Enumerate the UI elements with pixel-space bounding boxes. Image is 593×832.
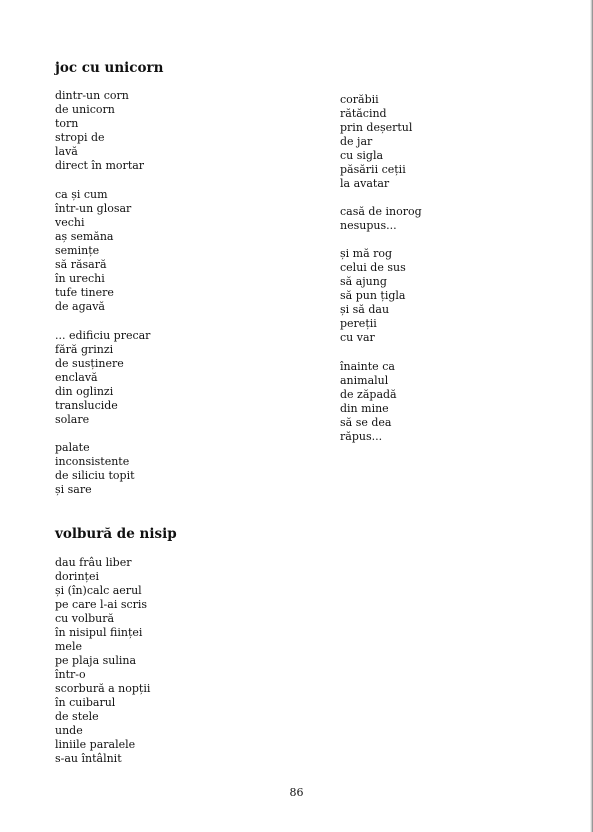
verse-line: de agavă <box>55 300 105 313</box>
verse-line: și sare <box>55 483 92 496</box>
verse-line: lavă <box>55 145 78 158</box>
verse-line: fără grinzi <box>55 343 114 356</box>
verse-line: de zăpadă <box>340 388 397 401</box>
stanza-volbura <box>55 556 150 766</box>
verse-line: la avatar <box>340 177 390 190</box>
verse-line: translucide <box>55 399 118 412</box>
verse-line: ca și cum <box>55 188 108 201</box>
verse-line: și (în)calc aerul <box>55 584 142 597</box>
verse-line: pe care l-ai scris <box>55 598 148 611</box>
page-number: 86 <box>289 786 304 799</box>
verse-line: din oglinzi <box>55 385 114 398</box>
verse-line: în cuibarul <box>55 696 116 709</box>
verse-line: să se dea <box>340 416 392 429</box>
verse-line: liniile paralele <box>55 738 136 751</box>
verse-line: de siliciu topit <box>55 469 135 482</box>
verse-line: să pun țigla <box>340 289 406 302</box>
verse-line: pereții <box>340 317 377 330</box>
stanza-7 <box>340 247 406 345</box>
verse-line: de susținere <box>55 357 124 370</box>
verse-line: într-un glosar <box>55 202 132 215</box>
poem-title-joc-cu-unicorn: joc cu unicorn <box>55 60 164 76</box>
verse-line: nesupus... <box>340 219 397 232</box>
verse-line: unde <box>55 724 83 737</box>
stanza-3 <box>55 329 150 427</box>
poem-title-volbura-de-nisip: volbură de nisip <box>55 526 177 542</box>
verse-line: celui de sus <box>340 261 406 274</box>
verse-line: înainte ca <box>340 360 395 373</box>
verse-line: stropi de <box>55 131 105 144</box>
verse-line: semințe <box>55 244 100 257</box>
verse-line: într-o <box>55 668 86 681</box>
verse-line: solare <box>55 413 90 426</box>
verse-line: cu sigla <box>340 149 384 162</box>
verse-line: inconsistente <box>55 455 130 468</box>
verse-line: în urechi <box>55 272 105 285</box>
verse-line: răpus... <box>340 430 383 443</box>
verse-line: dau frâu liber <box>55 556 132 569</box>
verse-line: dorinței <box>55 570 99 583</box>
verse-line: în nisipul ființei <box>55 626 143 639</box>
verse-line: scorbură a nopții <box>55 682 151 695</box>
verse-line: dintr-un corn <box>55 89 129 102</box>
verse-line: s-au întâlnit <box>55 752 122 765</box>
verse-line: tufe tinere <box>55 286 114 299</box>
verse-line: ... edificiu precar <box>55 329 151 342</box>
stanza-6 <box>340 205 422 233</box>
stanza-5 <box>340 93 412 191</box>
verse-line: mele <box>55 640 82 653</box>
stanza-8 <box>340 360 397 444</box>
verse-line: și mă rog <box>340 247 393 260</box>
stanza-4 <box>55 441 135 497</box>
stanza-2 <box>55 188 131 314</box>
verse-line: păsării ceții <box>340 163 406 176</box>
verse-line: din mine <box>340 402 389 415</box>
verse-line: torn <box>55 117 79 130</box>
verse-line: casă de inorog <box>340 205 422 218</box>
verse-line: cu var <box>340 331 375 344</box>
verse-line: vechi <box>55 216 85 229</box>
verse-line: prin deșertul <box>340 121 413 134</box>
verse-line: de stele <box>55 710 99 723</box>
verse-line: corăbii <box>340 93 379 106</box>
verse-line: de jar <box>340 135 373 148</box>
verse-line: animalul <box>340 374 389 387</box>
verse-line: să răsară <box>55 258 107 271</box>
verse-line: enclavă <box>55 371 98 384</box>
stanza-1 <box>55 89 144 173</box>
verse-line: de unicorn <box>55 103 115 116</box>
verse-line: aș semăna <box>55 230 114 243</box>
verse-line: să ajung <box>340 275 387 288</box>
verse-line: direct în mortar <box>55 159 145 172</box>
verse-line: și să dau <box>340 303 390 316</box>
verse-line: palate <box>55 441 90 454</box>
verse-line: pe plaja sulina <box>55 654 137 667</box>
verse-line: rătăcind <box>340 107 387 120</box>
verse-line: cu volbură <box>55 612 115 625</box>
